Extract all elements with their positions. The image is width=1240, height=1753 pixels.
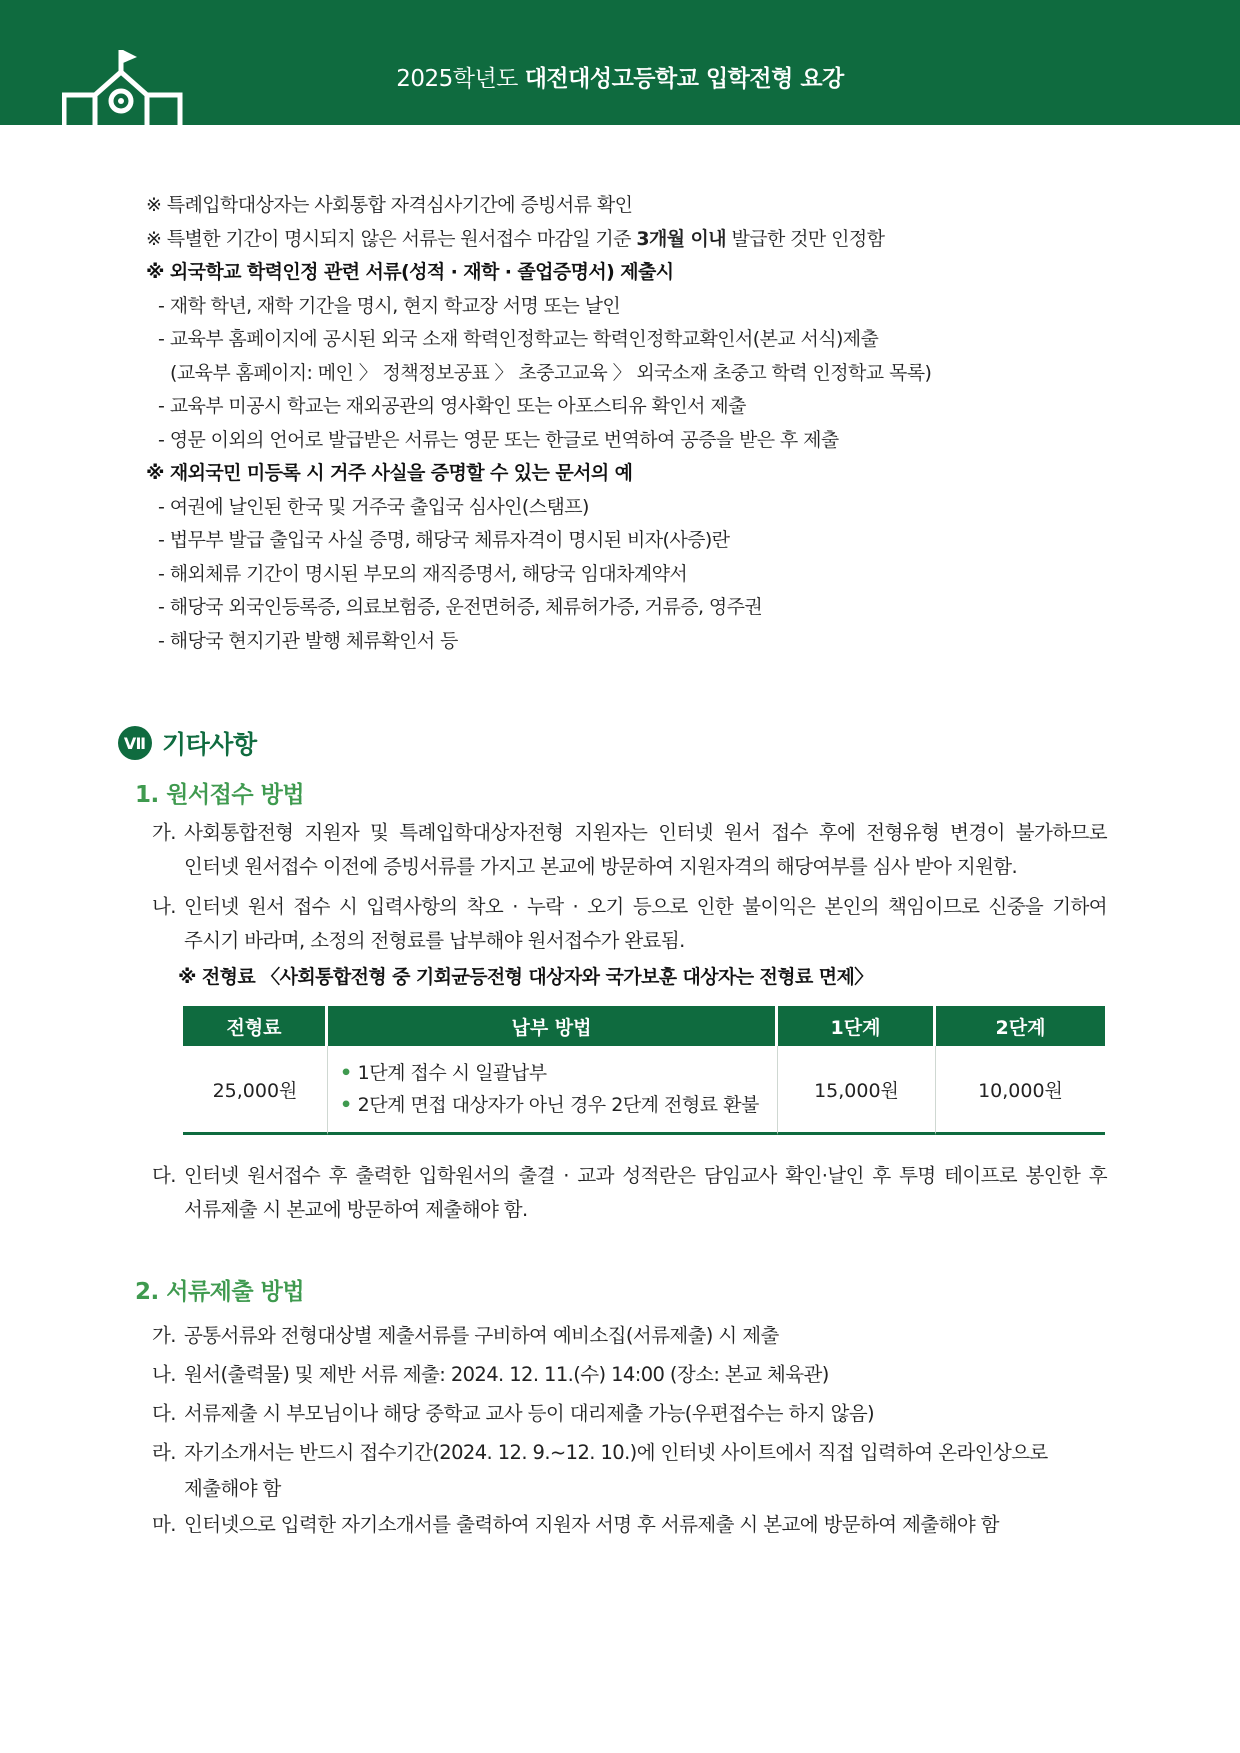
item-text: 인터넷 원서 접수 시 입력사항의 착오 · 누락 · 오기 등으로 인한 불이익은 본인의 책임이므로 신중을 기하여 <box>184 895 1107 918</box>
note-line <box>146 223 1146 257</box>
item-marker: 마. <box>152 1513 176 1536</box>
fee-amount: 25,000원 <box>183 1046 328 1135</box>
document-submission-list <box>152 1316 1107 1544</box>
item-text: 자기소개서는 반드시 접수기간(2024. 12. 9.~12. 10.)에 인터넷 사이트에서 직접 입력하여 온라인상으로 <box>184 1441 1048 1464</box>
item-text: 공통서류와 전형대상별 제출서류를 구비하여 예비소집(서류제출) 시 제출 <box>184 1324 779 1347</box>
note-line: - 해외체류 기간이 명시된 부모의 재직증명서, 해당국 임대차계약서 <box>158 562 688 585</box>
list-item <box>152 1355 1107 1394</box>
note-line: - 교육부 홈페이지에 공시된 외국 소재 학력인정학교는 학력인정학교확인서(본교 서식)제출 <box>158 328 879 350</box>
note-line: - 교육부 미공시 학교는 재외공관의 영사확인 또는 아포스티유 확인서 제출 <box>158 395 746 417</box>
note-line: - 재학 학년, 재학 기간을 명시, 현지 학교장 서명 또는 날인 <box>158 294 621 317</box>
note-line: - 여권에 날인된 한국 및 거주국 출입국 심사인(스탬프) <box>158 495 589 518</box>
item-text-cont: 주시기 바라며, 소정의 전형료를 납부해야 원서접수가 완료됨. <box>184 928 685 952</box>
note-line: ※ 특례입학대상자는 사회통합 자격심사기간에 증빙서류 확인 <box>146 194 633 216</box>
note-line: - 영문 이외의 언어로 발급받은 서류는 영문 또는 한글로 번역하여 공증을 받은 후 제출 <box>158 428 839 451</box>
item-na <box>152 890 1107 957</box>
section-numeral-badge: Ⅶ <box>118 726 152 760</box>
header-title-main: 대전대성고등학교 입학전형 요강 <box>524 66 844 92</box>
note-line: ※ 재외국민 미등록 시 거주 사실을 증명할 수 있는 문서의 예 <box>146 462 633 484</box>
fee-table <box>183 1006 1105 1135</box>
note-line: ※ 외국학교 학력인정 관련 서류(성적 · 재학 · 졸업증명서) 제출시 <box>146 261 674 283</box>
list-item <box>152 1394 1107 1433</box>
item-marker: 다. <box>152 1402 176 1425</box>
table-row <box>183 1046 1105 1135</box>
bullet-icon: • <box>340 1062 352 1084</box>
list-item <box>152 1316 1107 1355</box>
item-marker: 다. <box>152 1164 176 1187</box>
note-text: ※ 특별한 기간이 명시되지 않은 서류는 원서접수 마감일 기준 <box>146 227 637 250</box>
fee-note: ※ 전형료 〈사회통합전형 중 기회균등전형 대상자와 국가보훈 대상자는 전형료 면제〉 <box>178 966 873 988</box>
item-text: 원서(출력물) 및 제반 서류 제출: 2024. 12. 11.(수) 14:00 (장소: 본교 체육관) <box>184 1363 829 1386</box>
note-line: - 법무부 발급 출입국 사실 증명, 해당국 체류자격이 명시된 비자(사증)란 <box>158 529 730 551</box>
bullet-icon: • <box>340 1094 352 1116</box>
item-text-cont: 인터넷 원서접수 이전에 증빙서류를 가지고 본교에 방문하여 지원자격의 해당여부를 심사 받아 지원함. <box>184 854 1018 878</box>
fee-method-2: 2단계 면접 대상자가 아닌 경우 2단계 전형료 환불 <box>357 1094 759 1116</box>
item-ga <box>152 816 1107 883</box>
item-text-cont: 서류제출 시 본교에 방문하여 제출해야 함. <box>184 1197 528 1221</box>
note-line: - 해당국 현지기관 발행 체류확인서 등 <box>158 629 458 652</box>
item-text: 서류제출 시 부모님이나 해당 중학교 교사 등이 대리제출 가능(우편접수는 하지 않음) <box>184 1402 875 1425</box>
item-marker: 나. <box>152 895 176 918</box>
item-text-cont: 제출해야 함 <box>184 1477 281 1500</box>
fee-header-fee: 전형료 <box>183 1006 328 1046</box>
fee-stage2: 10,000원 <box>936 1046 1105 1135</box>
section-title: 기타사항 <box>162 730 257 759</box>
item-text: 사회통합전형 지원자 및 특례입학대상자전형 지원자는 인터넷 원서 접수 후에 전형유형 변경이 불가하므로 <box>184 821 1107 844</box>
list-item <box>152 1433 1107 1505</box>
subsection-2-title: 2. 서류제출 방법 <box>135 1279 305 1305</box>
list-item <box>152 1505 1107 1544</box>
fee-stage1: 15,000원 <box>778 1046 936 1135</box>
fee-header-stage2: 2단계 <box>936 1006 1105 1046</box>
note-text: 발급한 것만 인정함 <box>726 227 885 250</box>
fee-header-method: 납부 방법 <box>328 1006 778 1046</box>
item-marker: 나. <box>152 1363 176 1386</box>
note-line: - 해당국 외국인등록증, 의료보험증, 운전면허증, 체류허가증, 거류증, 영주권 <box>158 596 763 618</box>
item-text: 인터넷 원서접수 후 출력한 입학원서의 출결 · 교과 성적란은 담임교사 확인·날인 후 투명 테이프로 봉인한 후 <box>184 1164 1107 1187</box>
note-emphasis: 3개월 이내 <box>636 227 727 250</box>
fee-methods <box>328 1046 778 1135</box>
subsection-1-title: 1. 원서접수 방법 <box>135 782 305 808</box>
page-header <box>0 0 1240 125</box>
item-marker: 가. <box>152 821 176 844</box>
fee-method-1: 1단계 접수 시 일괄납부 <box>357 1062 547 1084</box>
notes-list <box>146 189 1146 658</box>
item-text: 인터넷으로 입력한 자기소개서를 출력하여 지원자 서명 후 서류제출 시 본교에 방문하여 제출해야 함 <box>184 1513 999 1536</box>
section-heading <box>118 725 257 761</box>
item-marker: 라. <box>152 1441 176 1464</box>
item-marker: 가. <box>152 1324 176 1347</box>
item-da <box>152 1159 1107 1226</box>
fee-header-stage1: 1단계 <box>778 1006 936 1046</box>
header-title <box>0 60 1240 93</box>
header-title-year: 2025학년도 <box>396 66 518 92</box>
note-line: (교육부 홈페이지: 메인 〉 정책정보공표 〉 초중고교육 〉 외국소재 초중고 학력 인정학교 목록) <box>170 361 932 384</box>
